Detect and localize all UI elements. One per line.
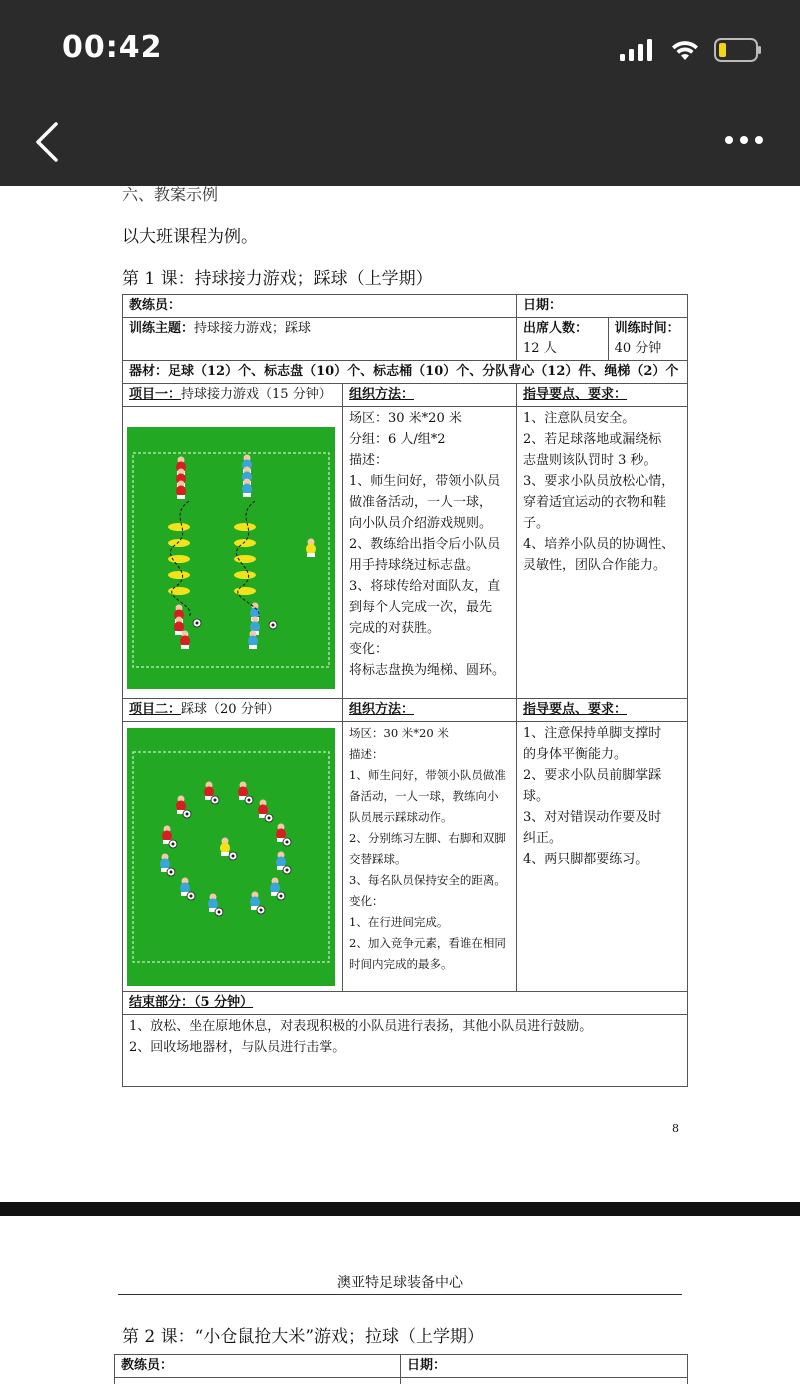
wifi-icon [670,39,700,61]
item2-req-line: 纠正。 [523,831,563,846]
item1-org-line: 到每个人完成一次，最先 [349,600,493,615]
system-icons [620,38,762,62]
nav-bar [0,100,800,186]
item2-org-line: 备活动，一人一球，教练向小 [349,789,499,803]
ball-icon [169,840,177,848]
marker-disc-icon [234,587,256,595]
ball-icon [257,906,265,914]
item2-org-line: 交替踩球。 [349,852,407,866]
marker-disc-icon [168,523,190,531]
item1-org-line: 变化： [349,642,389,657]
lesson-title: 第 1 课：持球接力游戏；踩球（上学期） [122,269,433,289]
item1-org-cell [343,407,517,699]
ball-icon [167,868,175,876]
item1-req-line: 灵敏性，团队合作能力。 [523,558,667,573]
header-rule [118,1294,682,1295]
item2-org-line: 1、师生问好，带领小队员做准 [349,768,506,782]
item1-org-line: 分组：6 人/组*2 [349,432,446,447]
item2-req-line: 3、对对错误动作要及时 [523,810,662,825]
ball-icon [211,796,219,804]
date-cell-2: 日期： [401,1355,688,1378]
item1-org-line: 场区：30 米*20 米 [349,411,462,426]
ball-icon [269,621,277,629]
ball-icon [277,892,285,900]
item1-org-line: 完成的对获胜。 [349,621,441,636]
item2-req-line: 球。 [523,789,550,804]
item1-org-line: 3、将球传给对面队友，直 [349,579,501,594]
page-separator [0,1202,800,1216]
page-header: 澳亚特足球装备中心 [337,1275,463,1291]
item2-org-line: 描述： [349,747,384,761]
item1-req-line: 志盘则该队罚时 3 秒。 [523,453,657,468]
item1-org-line: 向小队员介绍游戏规则。 [349,516,493,531]
theme-cell: 训练主题：持球接力游戏；踩球 [123,318,517,361]
ball-icon [183,810,191,818]
item2-field-diagram [123,722,343,992]
item2-org-line: 1、在行进间完成。 [349,915,449,929]
marker-disc-icon [234,555,256,563]
item2-req-line: 1、注意保持单脚支撑时 [523,726,662,741]
coach-cell: 教练员： [123,295,517,318]
clock: 00:42 [62,30,163,65]
item1-req-line: 1、注意队员安全。 [523,411,636,426]
marker-disc-icon [168,571,190,579]
item2-org-cell [343,722,517,992]
item1-org-line: 做准备活动，一人一球， [349,495,493,510]
page-number: 8 [672,1122,679,1135]
item1-req-cell [517,407,688,699]
more-options-icon[interactable] [724,130,764,150]
item2-org-line: 时间内完成的最多。 [349,957,453,971]
marker-disc-icon [168,555,190,563]
item2-org-header: 组织方法： [343,699,517,722]
item1-title-cell: 项目一：持球接力游戏（15 分钟） [123,384,343,407]
duration-cell: 训练时间：40 分钟 [614,321,680,356]
section-heading: 六、教案示例 [122,186,219,204]
item1-org-line: 描述： [349,453,389,468]
marker-disc-icon [234,571,256,579]
ball-stepping-field-diagram [127,728,335,986]
relay-field-diagram [127,427,335,689]
intro-text: 以大班课程为例。 [122,227,258,247]
ball-icon [215,908,223,916]
lesson-2-title: 第 2 课：“小仓鼠抢大米”游戏；拉球（上学期） [122,1327,485,1347]
item1-org-line: 用手持球绕过标志盘。 [349,558,480,573]
item2-req-header: 指导要点、要求： [517,699,688,722]
item1-req-line: 子。 [523,516,550,531]
item2-org-line: 2、加入竞争元素，看谁在相同 [349,936,506,950]
item1-req-line: 穿着适宜运动的衣物和鞋 [523,495,667,510]
lesson-2-plan-table [114,1354,688,1384]
document-page-2 [0,1216,800,1384]
item2-req-line: 4、两只脚都要练习。 [523,852,649,867]
item2-org-line: 3、每名队员保持安全的距离。 [349,873,506,887]
item1-org-line: 将标志盘换为绳梯、圆环。 [349,663,506,678]
item1-req-line: 3、要求小队员放松心情， [523,474,675,489]
cellular-signal-icon [620,39,656,61]
item2-org-line: 变化： [349,894,384,908]
item1-org-header: 组织方法： [343,384,517,407]
status-bar [0,0,800,100]
date-cell: 日期： [517,295,688,318]
ending-header: 结束部分：（5 分钟） [123,992,688,1015]
item1-req-line: 2、若足球落地或漏绕标 [523,432,662,447]
document-page [0,186,800,1202]
attendance-cell: 出席人数：12 人 [517,318,609,360]
coach-cell-2: 教练员： [115,1355,401,1378]
item2-req-cell [517,722,688,992]
item1-org-line: 1、师生问好，带领小队员 [349,474,501,489]
lesson-plan-table [122,294,688,1087]
battery-icon [714,38,762,62]
item1-field-diagram [123,407,343,699]
item1-req-line: 4、培养小队员的协调性、 [523,537,675,552]
item2-req-line: 2、要求小队员前脚掌踩 [523,768,662,783]
item2-req-line: 的身体平衡能力。 [523,747,628,762]
ball-icon [193,619,201,627]
back-chevron-icon[interactable] [30,120,70,164]
equipment-cell: 器材：足球（12）个、标志盘（10）个、标志桶（10）个、分队背心（12）件、绳梯（2）个 [123,361,688,384]
ending-cell [123,1015,688,1087]
ball-icon [283,838,291,846]
ending-line: 1、放松、坐在原地休息，对表现积极的小队员进行表扬，其他小队员进行鼓励。 [129,1019,593,1034]
item2-title-cell: 项目二：踩球（20 分钟） [123,699,343,722]
ball-icon [229,852,237,860]
item1-org-line: 2、教练给出指令后小队员 [349,537,501,552]
marker-disc-icon [168,587,190,595]
ball-icon [283,866,291,874]
ball-icon [245,796,253,804]
item1-req-header: 指导要点、要求： [517,384,688,407]
item2-org-line: 2、分别练习左脚、右脚和双脚 [349,831,506,845]
marker-disc-icon [234,523,256,531]
ball-icon [265,814,273,822]
marker-disc-icon [168,539,190,547]
item2-org-line: 场区：30 米*20 米 [349,726,449,740]
ending-line: 2、回收场地器材，与队员进行击掌。 [129,1040,346,1055]
marker-disc-icon [234,539,256,547]
ball-icon [187,892,195,900]
item2-org-line: 队员展示踩球动作。 [349,810,453,824]
